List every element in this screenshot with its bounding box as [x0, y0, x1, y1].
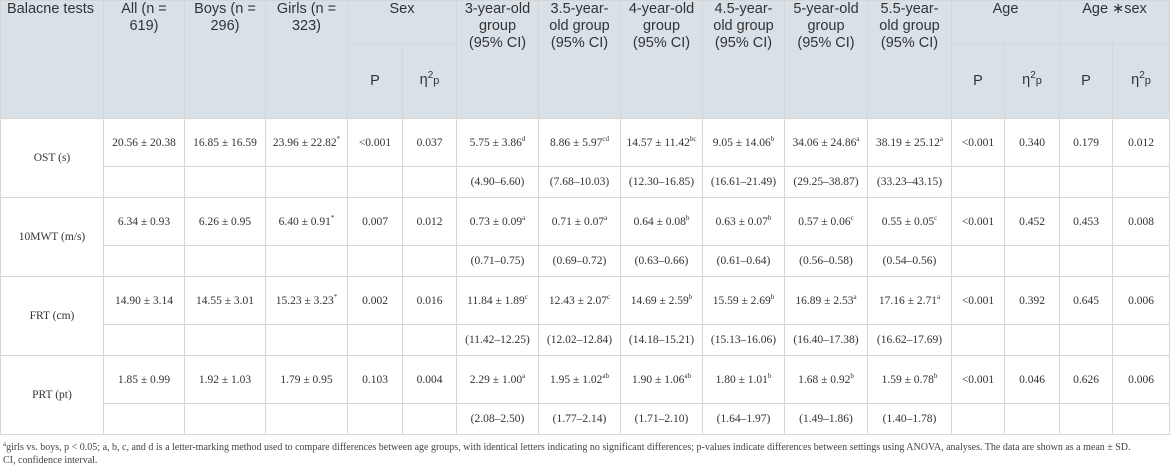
cell-age-p [952, 119, 1005, 167]
cell-all-text: 14.90 ± 3.14 [114, 294, 174, 307]
cell-group-mean [703, 119, 785, 167]
empty-cell [403, 325, 457, 356]
cell-group-mean [703, 277, 785, 325]
cell-group-ci-text: (29.25–38.87) [793, 176, 859, 188]
cell-age-p [952, 277, 1005, 325]
cell-group-mean-superscript: b [770, 292, 775, 301]
empty-cell [348, 167, 403, 198]
empty-cell [403, 246, 457, 277]
cell-boys [185, 356, 266, 404]
cell-age-eta-text: 0.452 [1019, 215, 1045, 228]
cell-age-p-text: <0.001 [961, 294, 995, 307]
cell-group-mean-superscript: b [850, 371, 854, 380]
cell-boys-text: 1.92 ± 1.03 [198, 373, 252, 386]
test-label-text: PRT (pt) [32, 389, 72, 401]
cell-group-mean-superscript: b [685, 213, 690, 222]
cell-sex-p [348, 198, 403, 246]
empty-cell [266, 325, 348, 356]
cell-age-sex-p-text: 0.453 [1073, 215, 1099, 228]
header-age-sex: Age ∗sex [1060, 1, 1170, 44]
empty-cell [104, 167, 185, 198]
cell-group-mean [785, 356, 868, 404]
cell-girls-text: 15.23 ± 3.23 [275, 294, 334, 307]
empty-cell [952, 404, 1005, 435]
cell-group-ci-text: (0.69–0.72) [552, 255, 607, 267]
empty-cell [952, 167, 1005, 198]
cell-group-ci-text: (0.63–0.66) [634, 255, 689, 267]
empty-cell [266, 167, 348, 198]
cell-group-ci-text: (0.54–0.56) [882, 255, 937, 267]
cell-age-sex-eta [1113, 356, 1170, 404]
cell-all-text: 1.85 ± 0.99 [117, 373, 171, 386]
cell-age-sex-eta-text: 0.006 [1128, 373, 1154, 386]
cell-age-eta-text: 0.046 [1019, 373, 1045, 386]
cell-girls-superscript: * [333, 292, 338, 301]
cell-group-mean-text: 15.59 ± 2.69 [712, 294, 771, 307]
cell-group-mean-superscript: a [522, 213, 526, 222]
cell-group-mean [785, 119, 868, 167]
empty-cell [1060, 325, 1113, 356]
cell-group-ci-text: (1.77–2.14) [552, 413, 607, 425]
cell-girls-text: 1.79 ± 0.95 [280, 373, 333, 386]
cell-boys-text: 16.85 ± 16.59 [193, 136, 257, 149]
cell-sex-eta [403, 356, 457, 404]
cell-group-ci [539, 167, 621, 198]
empty-cell [1005, 325, 1060, 356]
cell-group-mean [621, 198, 703, 246]
cell-group-mean [621, 119, 703, 167]
cell-group-ci [621, 325, 703, 356]
header-age: Age [952, 1, 1060, 44]
cell-age-sex-eta [1113, 277, 1170, 325]
cell-group-ci-text: (16.62–17.69) [876, 334, 943, 346]
table-row-ci [1, 246, 1170, 277]
table-row-ci [1, 404, 1170, 435]
cell-age-sex-eta-text: 0.008 [1128, 215, 1154, 228]
empty-cell [348, 325, 403, 356]
cell-girls [266, 356, 348, 404]
header-age-p: P [952, 44, 1005, 119]
cell-group-mean [868, 277, 952, 325]
cell-age-eta-text: 0.392 [1019, 294, 1045, 307]
cell-group-ci-text: (2.08–2.50) [470, 413, 525, 425]
cell-sex-p [348, 356, 403, 404]
cell-group-ci [621, 167, 703, 198]
header-age-sex-eta [1113, 44, 1170, 119]
cell-group-mean [621, 356, 703, 404]
cell-group-mean-superscript: c [524, 292, 528, 301]
cell-group-mean [457, 198, 539, 246]
footnote-text: a girls vs. boys, p < 0.05; a, b, c, and d is a letter-marking method used to compare differences between age groups, with identical letters indicating no significant differences; p-values indicate differences between settings using ANOVA, analyses. The data are shown as a mean ± SD. CI, confidence interval. [3, 442, 1131, 466]
empty-cell [403, 404, 457, 435]
cell-group-mean [785, 198, 868, 246]
cell-group-mean-superscript: cd [602, 134, 609, 143]
cell-group-ci [703, 246, 785, 277]
cell-group-ci-text: (1.49–1.86) [799, 413, 853, 425]
empty-cell [266, 246, 348, 277]
cell-group-mean [539, 198, 621, 246]
cell-group-ci-text: (33.23–43.15) [876, 176, 943, 188]
cell-group-mean-text: 0.55 ± 0.05 [881, 215, 935, 228]
cell-age-eta-text: 0.340 [1019, 136, 1045, 149]
table-body [1, 119, 1170, 435]
header-boys: Boys (n = 296) [185, 1, 266, 119]
empty-cell [1113, 167, 1170, 198]
cell-group-ci-text: (0.56–0.58) [799, 255, 853, 267]
eta-subscript: p [1144, 75, 1151, 87]
cell-group-mean-text: 1.68 ± 0.92 [798, 373, 851, 386]
cell-age-sex-p [1060, 356, 1113, 404]
cell-age-p-text: <0.001 [961, 373, 995, 386]
cell-all [104, 119, 185, 167]
cell-group-ci [539, 325, 621, 356]
cell-all-text: 20.56 ± 20.38 [112, 136, 176, 149]
empty-cell [1060, 246, 1113, 277]
cell-group-mean [539, 277, 621, 325]
cell-group-ci [457, 246, 539, 277]
cell-age-eta [1005, 119, 1060, 167]
header-tests: Balacne tests [1, 1, 104, 119]
cell-group-mean-superscript: a [853, 292, 857, 301]
cell-group-ci-text: (11.42–12.25) [465, 334, 530, 346]
cell-age-eta [1005, 356, 1060, 404]
cell-group-ci-text: (1.40–1.78) [882, 413, 937, 425]
empty-cell [266, 404, 348, 435]
test-label-text: FRT (cm) [29, 310, 75, 322]
cell-group-ci [539, 404, 621, 435]
cell-group-mean-superscript: ab [602, 371, 609, 380]
cell-group-ci-text: (1.71–2.10) [634, 413, 689, 425]
cell-group-mean-text: 14.57 ± 11.42 [626, 136, 690, 149]
empty-cell [104, 404, 185, 435]
cell-group-mean-text: 9.05 ± 14.06 [712, 136, 771, 149]
cell-age-sex-p [1060, 277, 1113, 325]
cell-group-mean-text: 0.57 ± 0.06 [798, 215, 851, 228]
cell-all [104, 277, 185, 325]
test-label-text: OST (s) [33, 152, 71, 164]
cell-group-mean-text: 2.29 ± 1.00 [469, 373, 523, 386]
empty-cell [104, 325, 185, 356]
cell-group-mean-text: 16.89 ± 2.53 [795, 294, 854, 307]
cell-all [104, 198, 185, 246]
cell-sex-p-text: 0.103 [362, 373, 388, 386]
cell-group-mean-text: 1.59 ± 0.78 [881, 373, 934, 386]
cell-sex-p-text: <0.001 [358, 136, 392, 149]
cell-sex-p [348, 277, 403, 325]
cell-sex-eta-text: 0.016 [416, 294, 443, 307]
cell-group-mean-text: 1.95 ± 1.02 [550, 373, 603, 386]
cell-group-mean-superscript: a [939, 134, 943, 143]
cell-age-eta [1005, 198, 1060, 246]
cell-group-mean-text: 0.71 ± 0.07 [551, 215, 605, 228]
cell-group-ci [539, 246, 621, 277]
empty-cell [185, 167, 266, 198]
cell-group-mean [868, 198, 952, 246]
cell-sex-eta [403, 119, 457, 167]
cell-group-mean-text: 14.69 ± 2.59 [630, 294, 689, 307]
cell-group-mean [457, 356, 539, 404]
cell-group-ci-text: (14.18–15.21) [628, 334, 695, 346]
cell-group-ci [868, 404, 952, 435]
test-label [1, 119, 104, 198]
cell-age-sex-p-text: 0.179 [1073, 136, 1099, 149]
eta-symbol: η [419, 72, 428, 88]
cell-group-mean-superscript: b [933, 371, 938, 380]
cell-group-mean-superscript: a [604, 213, 608, 222]
cell-group-mean-superscript: ab [684, 371, 691, 380]
cell-group-mean-superscript: a [856, 134, 860, 143]
cell-girls-superscript: * [336, 134, 341, 143]
cell-group-mean-text: 5.75 ± 3.86 [469, 136, 522, 149]
cell-group-ci [621, 404, 703, 435]
cell-group-ci [703, 167, 785, 198]
cell-age-sex-p-text: 0.626 [1073, 373, 1099, 386]
cell-age-p [952, 198, 1005, 246]
header-all: All (n = 619) [104, 1, 185, 119]
eta-superscript: 2 [1139, 70, 1145, 82]
cell-group-mean [539, 356, 621, 404]
cell-sex-eta [403, 277, 457, 325]
empty-cell [348, 246, 403, 277]
cell-sex-p [348, 119, 403, 167]
empty-cell [1005, 167, 1060, 198]
cell-group-mean [457, 277, 539, 325]
cell-group-ci [868, 325, 952, 356]
cell-group-mean [703, 356, 785, 404]
cell-group-ci [457, 325, 539, 356]
cell-age-sex-eta-text: 0.012 [1128, 136, 1154, 149]
eta-symbol: η [1131, 72, 1140, 88]
cell-sex-eta-text: 0.012 [416, 215, 443, 228]
cell-group-ci [703, 404, 785, 435]
header-group-4-5: 4.5-year-old group (95% CI) [703, 1, 785, 119]
cell-age-p [952, 356, 1005, 404]
test-label-text: 10MWT (m/s) [18, 231, 86, 243]
cell-group-ci-text: (4.90–6.60) [470, 176, 525, 188]
eta-subscript: p [433, 75, 440, 87]
cell-group-ci [785, 167, 868, 198]
cell-group-ci-text: (12.02–12.84) [546, 334, 613, 346]
header-sex-eta [403, 44, 457, 119]
cell-group-ci-text: (7.68–10.03) [549, 176, 610, 188]
cell-group-mean-text: 0.64 ± 0.08 [633, 215, 686, 228]
cell-age-sex-eta [1113, 119, 1170, 167]
cell-group-mean-text: 1.80 ± 1.01 [715, 373, 768, 386]
empty-cell [1060, 404, 1113, 435]
cell-boys [185, 198, 266, 246]
test-label [1, 277, 104, 356]
cell-group-ci [457, 167, 539, 198]
header-age-sex-p: P [1060, 44, 1113, 119]
cell-age-sex-p [1060, 119, 1113, 167]
cell-sex-eta-text: 0.004 [416, 373, 443, 386]
cell-group-mean [785, 277, 868, 325]
cell-group-mean-superscript: a [522, 371, 526, 380]
header-age-eta [1005, 44, 1060, 119]
cell-group-mean [621, 277, 703, 325]
cell-sex-p-text: 0.002 [362, 294, 388, 307]
cell-girls [266, 277, 348, 325]
cell-group-mean-superscript: b [688, 292, 693, 301]
header-group-5-5: 5.5-year-old group (95% CI) [868, 1, 952, 119]
cell-group-ci [868, 167, 952, 198]
cell-girls-text: 6.40 ± 0.91 [278, 215, 331, 228]
cell-group-mean [457, 119, 539, 167]
cell-group-ci [785, 404, 868, 435]
empty-cell [1005, 404, 1060, 435]
empty-cell [348, 404, 403, 435]
empty-cell [185, 325, 266, 356]
cell-group-ci [621, 246, 703, 277]
empty-cell [185, 246, 266, 277]
cell-group-ci-text: (0.71–0.75) [470, 255, 525, 267]
cell-group-ci-text: (16.40–17.38) [793, 334, 859, 346]
cell-girls-text: 23.96 ± 22.82 [272, 136, 337, 149]
cell-group-mean [868, 356, 952, 404]
empty-cell [403, 167, 457, 198]
cell-group-ci-text: (1.64–1.97) [716, 413, 771, 425]
cell-group-mean-superscript: b [770, 134, 775, 143]
cell-girls-superscript: * [330, 213, 335, 222]
cell-group-ci [785, 325, 868, 356]
cell-group-mean-superscript: a [936, 292, 941, 301]
cell-girls [266, 119, 348, 167]
cell-group-ci [703, 325, 785, 356]
cell-group-ci [868, 246, 952, 277]
cell-age-sex-p-text: 0.645 [1073, 294, 1099, 307]
cell-age-sex-p [1060, 198, 1113, 246]
table-row-ci [1, 325, 1170, 356]
cell-group-mean-text: 0.73 ± 0.09 [469, 215, 523, 228]
table-row [1, 277, 1170, 325]
cell-girls [266, 198, 348, 246]
cell-boys-text: 6.26 ± 0.95 [198, 215, 252, 228]
cell-group-mean-text: 38.19 ± 25.12 [876, 136, 940, 149]
cell-group-mean-text: 12.43 ± 2.07 [548, 294, 607, 307]
cell-group-mean-text: 34.06 ± 24.86 [792, 136, 857, 149]
cell-group-mean [703, 198, 785, 246]
eta-subscript: p [1035, 75, 1042, 87]
cell-age-p-text: <0.001 [961, 215, 995, 228]
cell-age-sex-eta [1113, 198, 1170, 246]
cell-group-mean [539, 119, 621, 167]
empty-cell [1113, 325, 1170, 356]
table-footnote [3, 441, 1141, 467]
header-girls: Girls (n = 323) [266, 1, 348, 119]
cell-group-mean-text: 17.16 ± 2.71 [878, 294, 937, 307]
cell-sex-eta-text: 0.037 [416, 136, 443, 149]
empty-cell [1060, 167, 1113, 198]
cell-boys-text: 14.55 ± 3.01 [195, 294, 255, 307]
cell-age-p-text: <0.001 [961, 136, 995, 149]
empty-cell [1005, 246, 1060, 277]
empty-cell [185, 404, 266, 435]
eta-symbol: η [1022, 72, 1031, 88]
cell-group-mean-superscript: c [934, 213, 938, 222]
cell-boys [185, 119, 266, 167]
cell-group-mean-superscript: b [767, 371, 772, 380]
header-sex: Sex [348, 1, 457, 44]
cell-group-ci-text: (12.30–16.85) [628, 176, 695, 188]
cell-all-text: 6.34 ± 0.93 [117, 215, 171, 228]
cell-sex-eta [403, 198, 457, 246]
cell-group-ci-text: (0.61–0.64) [716, 255, 771, 267]
empty-cell [952, 325, 1005, 356]
cell-group-ci [785, 246, 868, 277]
header-group-4: 4-year-old group (95% CI) [621, 1, 703, 119]
cell-group-mean-text: 1.90 ± 1.06 [632, 373, 685, 386]
cell-group-ci-text: (16.61–21.49) [710, 176, 777, 188]
cell-all [104, 356, 185, 404]
table-row [1, 119, 1170, 167]
cell-group-mean-text: 8.86 ± 5.97 [550, 136, 603, 149]
cell-boys [185, 277, 266, 325]
cell-group-mean-superscript: d [521, 134, 526, 143]
cell-age-eta [1005, 277, 1060, 325]
table-row [1, 198, 1170, 246]
cell-sex-p-text: 0.007 [362, 215, 388, 228]
cell-group-mean-superscript: c [850, 213, 854, 222]
table-row [1, 356, 1170, 404]
cell-age-sex-eta-text: 0.006 [1128, 294, 1154, 307]
eta-superscript: 2 [427, 70, 434, 82]
table-row-ci [1, 167, 1170, 198]
empty-cell [1113, 404, 1170, 435]
header-sex-p: P [348, 44, 403, 119]
cell-group-mean-superscript: bc [689, 134, 697, 143]
empty-cell [952, 246, 1005, 277]
header-group-3: 3-year-old group (95% CI) [457, 1, 539, 119]
header-group-3-5: 3.5-year-old group (95% CI) [539, 1, 621, 119]
empty-cell [1113, 246, 1170, 277]
cell-group-mean-text: 0.63 ± 0.07 [715, 215, 768, 228]
cell-group-mean-superscript: b [767, 213, 772, 222]
cell-group-mean-text: 11.84 ± 1.89 [467, 294, 525, 307]
test-label [1, 356, 104, 435]
cell-group-mean [868, 119, 952, 167]
test-label [1, 198, 104, 277]
cell-group-ci [457, 404, 539, 435]
eta-superscript: 2 [1030, 70, 1036, 82]
cell-group-ci-text: (15.13–16.06) [710, 334, 777, 346]
header-group-5: 5-year-old group (95% CI) [785, 1, 868, 119]
cell-group-mean-superscript: c [606, 292, 611, 301]
empty-cell [104, 246, 185, 277]
